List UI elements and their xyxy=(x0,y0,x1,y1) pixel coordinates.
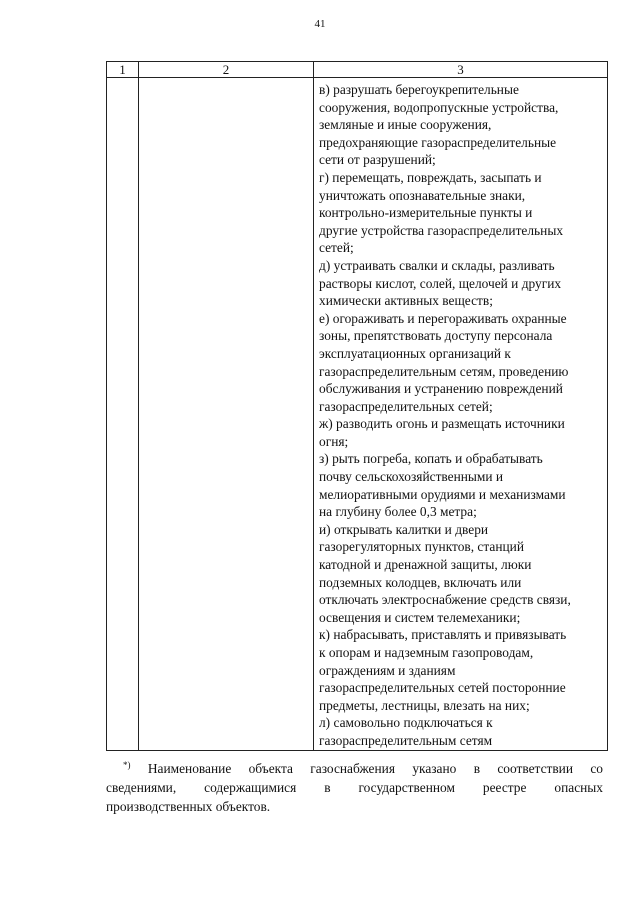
restriction-line: з) рыть погреба, копать и обрабатывать xyxy=(319,451,543,467)
column-2-cell xyxy=(139,78,314,751)
table-body-row xyxy=(107,78,608,751)
restriction-line: обслуживания и устранению повреждений xyxy=(319,381,563,397)
restriction-line: эксплуатационных организаций к xyxy=(319,345,511,361)
restriction-line: подземных колодцев, включать или xyxy=(319,574,522,590)
restriction-line: в) разрушать берегоукрепительные xyxy=(319,82,519,97)
footnote-line-1 xyxy=(106,759,603,778)
restriction-line: сооружения, водопропускные устройства, xyxy=(319,99,559,115)
restriction-line: земляные и иные сооружения, xyxy=(319,117,492,133)
column-3-cell xyxy=(314,78,608,751)
restriction-line: и) открывать калитки и двери xyxy=(319,521,489,537)
restriction-line: растворы кислот, солей, щелочей и других xyxy=(319,275,562,291)
restriction-line: ограждениям и зданиям xyxy=(319,662,456,678)
restrictions-table xyxy=(106,61,608,751)
footnote-line-2: сведениями, содержащимися в государственном реестре опасных xyxy=(106,780,603,795)
restriction-line: е) огораживать и перегораживать охранные xyxy=(319,310,567,326)
restriction-line: уничтожать опознавательные знаки, xyxy=(319,187,526,203)
restriction-line: предохраняющие газораспределительные xyxy=(319,134,557,150)
restriction-line: мелиоративными орудиями и механизмами xyxy=(319,486,566,502)
restriction-line: газорегуляторных пунктов, станций xyxy=(319,539,525,555)
footnote-text-1: Наименование объекта газоснабжения указано в соответствии со xyxy=(147,761,603,776)
restrictions-list xyxy=(314,78,607,750)
restriction-line: на глубину более 0,3 метра; xyxy=(319,504,477,520)
footnote xyxy=(106,759,603,816)
restriction-line: катодной и дренажной защиты, люки xyxy=(319,557,532,573)
restriction-line: освещения и систем телемеханики; xyxy=(319,609,521,625)
restriction-line: предметы, лестницы, влезать на них; xyxy=(319,697,530,713)
footnote-mark: *) xyxy=(123,760,131,770)
restriction-line: к) набрасывать, приставлять и привязывать xyxy=(319,627,567,643)
restriction-line: ж) разводить огонь и размещать источники xyxy=(319,416,565,432)
column-1-cell xyxy=(107,78,139,751)
page-number: 41 xyxy=(314,18,326,30)
table-header-row xyxy=(107,62,608,78)
restriction-line: почву сельскохозяйственными и xyxy=(319,469,504,485)
restriction-line: сети от разрушений; xyxy=(319,152,436,168)
restriction-line: огня; xyxy=(319,433,349,449)
restriction-line: г) перемещать, повреждать, засыпать и xyxy=(319,169,542,185)
restriction-line: газораспределительным сетям xyxy=(319,732,493,748)
restriction-line: к опорам и надземным газопроводам, xyxy=(319,645,534,660)
restriction-line: контрольно-измерительные пункты и xyxy=(319,205,533,221)
restriction-line: д) устраивать свалки и склады, разливать xyxy=(319,257,555,273)
restriction-line: химически активных веществ; xyxy=(319,293,493,309)
column-header-2: 2 xyxy=(139,62,314,78)
column-header-1: 1 xyxy=(107,62,139,78)
restriction-line: отключать электроснабжение средств связи, xyxy=(319,592,571,608)
restriction-line: газораспределительных сетей; xyxy=(319,398,493,414)
column-header-3: 3 xyxy=(314,62,608,78)
restriction-line: газораспределительным сетям, проведению xyxy=(319,363,569,379)
restriction-line: зоны, препятствовать доступу персонала xyxy=(319,328,553,344)
restriction-line: газораспределительных сетей посторонние xyxy=(319,680,566,696)
restriction-line: л) самовольно подключаться к xyxy=(319,715,493,731)
footnote-line-3: производственных объектов. xyxy=(106,799,271,814)
restriction-line: сетей; xyxy=(319,240,354,256)
restriction-line: другие устройства газораспределительных xyxy=(319,222,564,238)
